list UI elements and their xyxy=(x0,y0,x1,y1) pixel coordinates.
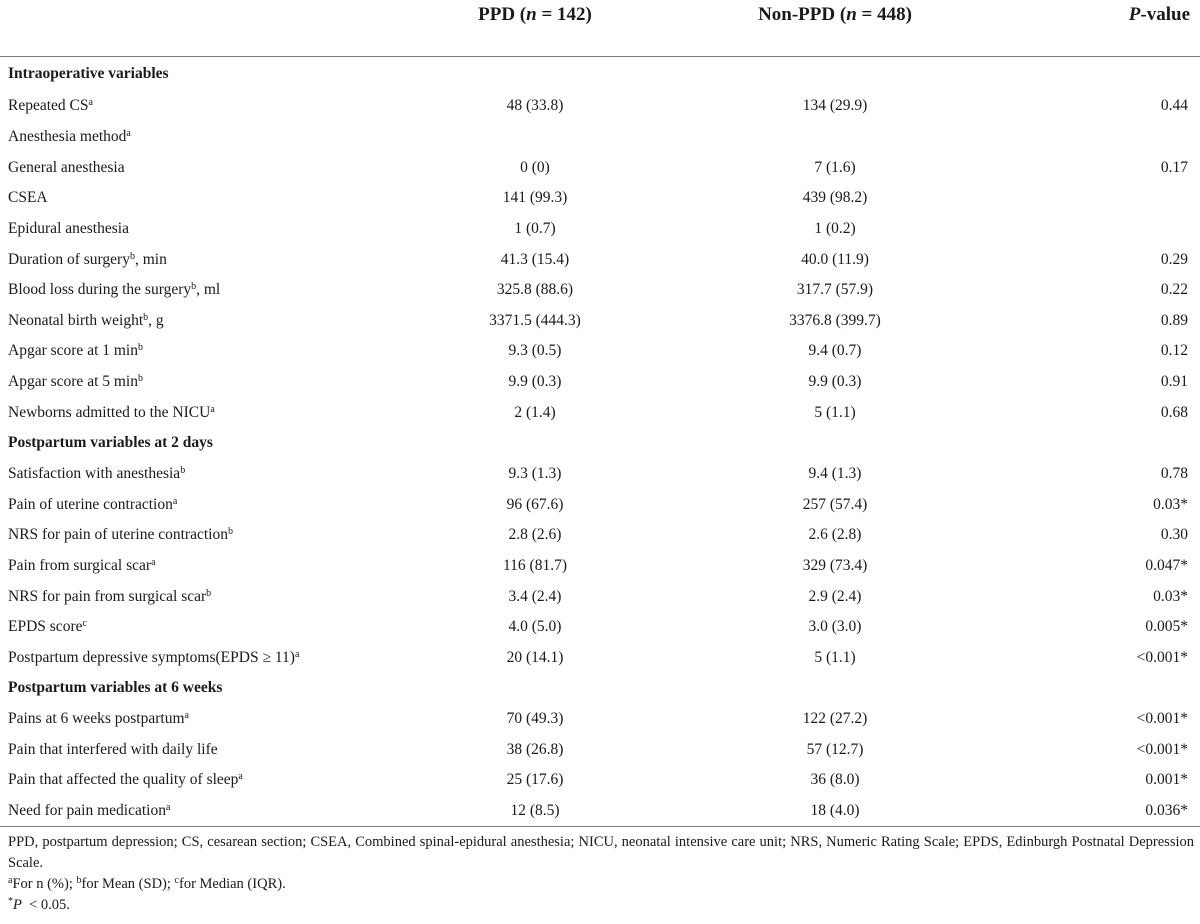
table-row xyxy=(0,336,1200,367)
cell-nonppd xyxy=(685,673,985,704)
cell-ppd: 116 (81.7) xyxy=(503,556,567,574)
cell-pvalue xyxy=(985,122,1200,153)
cell-pvalue: 0.91 xyxy=(1160,373,1188,391)
cell-nonppd: 122 (27.2) xyxy=(802,710,868,728)
footnote-significance: *P < 0.05. xyxy=(8,896,70,913)
row-label: EPDS score$^c$ xyxy=(8,618,87,636)
row-label: Apgar score at 1 $\min^b$ xyxy=(8,342,143,360)
row-label: Newborns admitted to the NICU$^a$ xyxy=(8,403,215,421)
header-pvalue: P-value xyxy=(985,0,1200,57)
cell-nonppd: 439 (98.2) xyxy=(802,189,868,207)
table-row xyxy=(0,244,1200,275)
row-label: Neonatal birth weight$^b$, g xyxy=(8,311,164,329)
cell-nonppd: 9.4 (1.3) xyxy=(808,465,862,482)
row-label: Pain that interfered with daily life xyxy=(8,740,218,758)
cell-ppd: 12 (8.5) xyxy=(385,796,685,827)
cell-pvalue: 0.047* xyxy=(1145,556,1188,574)
cell-ppd xyxy=(385,122,685,153)
cell-pvalue: 0.03* xyxy=(1153,587,1188,605)
row-label: Epidural anesthesia xyxy=(8,219,129,237)
cell-ppd xyxy=(385,57,685,92)
row-label: NRS for pain from surgical scar$^b$ xyxy=(8,587,212,605)
cell-pvalue xyxy=(985,428,1200,459)
table-row xyxy=(0,428,1200,459)
cell-ppd: 3.4 (2.4) xyxy=(508,587,562,605)
cell-ppd: 141 (99.3) xyxy=(502,189,568,207)
cell-nonppd: 57 (12.7) xyxy=(806,740,864,758)
cell-nonppd: 1 (0.2) xyxy=(814,219,856,237)
table-row xyxy=(0,152,1200,183)
section-heading: Postpartum variables at 6 weeks xyxy=(8,679,223,697)
cell-pvalue: 0.001* xyxy=(1145,771,1188,789)
cell-pvalue: <0.001* xyxy=(1136,648,1188,666)
cell-nonppd xyxy=(685,428,985,459)
cell-pvalue: 0.30 xyxy=(1160,526,1188,544)
cell-ppd: 9.3 (0.5) xyxy=(508,342,562,360)
footnote-legend: $^a$For n (%); $^b$for Mean (SD); $^c$for Median (IQR). xyxy=(8,875,286,892)
table-row xyxy=(0,796,1200,827)
cell-pvalue: <0.001* xyxy=(1136,710,1188,728)
cell-pvalue: 0.89 xyxy=(1160,311,1188,329)
footnote-abbreviations: PPD, postpartum depression; CS, cesarean section; CSEA, Combined spinal-epidural anesthesia; NICU, neonatal intensive care unit; NRS, Numeric Rating Scale; EPDS, Edinburgh Postnatal Depression Scale. xyxy=(8,834,1194,871)
cell-nonppd: 9.9 (0.3) xyxy=(808,373,862,391)
cell-pvalue: 0.03* xyxy=(1153,495,1188,513)
cell-pvalue: 0.68 xyxy=(1160,403,1188,421)
cell-ppd: 41.3 (15.4) xyxy=(500,250,570,268)
cell-nonppd: 18 (4.0) xyxy=(685,796,985,827)
cell-nonppd: 5 (1.1) xyxy=(814,403,856,421)
cell-pvalue xyxy=(985,214,1200,245)
row-label: General anesthesia xyxy=(8,158,125,176)
cell-pvalue: 0.005* xyxy=(1145,618,1188,636)
cell-pvalue: 0.12 xyxy=(1160,342,1188,360)
cell-ppd: 38 (26.8) xyxy=(506,740,564,758)
table-row xyxy=(0,183,1200,214)
row-label: Satisfaction with anesthesia$^b$ xyxy=(8,465,186,482)
cell-pvalue: 0.17 xyxy=(1160,158,1188,176)
row-label: CSEA xyxy=(8,189,48,207)
table-row xyxy=(0,489,1200,520)
row-label: Pain from surgical scar$^a$ xyxy=(8,556,156,574)
cell-nonppd: 36 (8.0) xyxy=(810,771,860,789)
section-heading: Postpartum variables at 2 days xyxy=(8,434,213,452)
cell-pvalue xyxy=(985,57,1200,92)
table-row xyxy=(0,397,1200,428)
table-row xyxy=(0,520,1200,551)
cell-pvalue: 0.44 xyxy=(1160,97,1188,115)
row-label: Postpartum depressive symptoms(EPDS ≥ 11)$^a$ xyxy=(8,648,300,666)
table-body xyxy=(0,57,1200,827)
cell-nonppd: 7 (1.6) xyxy=(814,158,856,176)
table-row xyxy=(0,275,1200,306)
cell-ppd: 2.8 (2.6) xyxy=(508,526,562,544)
cell-pvalue xyxy=(985,673,1200,704)
table-row xyxy=(0,214,1200,245)
cell-nonppd xyxy=(685,122,985,153)
table-row xyxy=(0,765,1200,796)
cell-nonppd: 134 (29.9) xyxy=(802,97,868,115)
cell-pvalue: 0.29 xyxy=(1160,250,1188,268)
footnotes xyxy=(8,832,1194,916)
cell-ppd: 325.8 (88.6) xyxy=(496,281,574,299)
cell-nonppd: 329 (73.4) xyxy=(802,556,868,574)
row-label: Apgar score at 5 $\min^b$ xyxy=(8,373,143,391)
cell-ppd: 3371.5 (444.3) xyxy=(489,311,581,329)
table-row xyxy=(0,734,1200,765)
cell-ppd: 96 (67.6) xyxy=(506,495,564,513)
cell-ppd xyxy=(385,428,685,459)
cell-nonppd: 3376.8 (399.7) xyxy=(789,311,881,329)
cell-ppd: 70 (49.3) xyxy=(506,710,564,728)
row-label: NRS for pain of uterine contraction$^b$ xyxy=(8,526,233,544)
table-row xyxy=(0,612,1200,643)
cell-nonppd: 317.7 (57.9) xyxy=(796,281,874,299)
header-ppd: PPD (n = 142) xyxy=(385,0,685,57)
header-variable xyxy=(0,0,385,57)
table-row xyxy=(0,459,1200,490)
cell-ppd: 1 (0.7) xyxy=(514,219,556,237)
section-heading: Intraoperative variables xyxy=(8,65,169,82)
cell-nonppd: 9.4 (0.7) xyxy=(808,342,862,360)
cell-ppd: 9.9 (0.3) xyxy=(508,373,562,391)
row-label: Pain of uterine contraction$^a$ xyxy=(8,495,178,513)
table-row xyxy=(0,57,1200,92)
cell-nonppd: 2.9 (2.4) xyxy=(808,587,862,605)
cell-ppd xyxy=(385,673,685,704)
cell-pvalue: 0.036* xyxy=(985,796,1200,827)
header-nonppd: Non-PPD (n = 448) xyxy=(685,0,985,57)
cell-pvalue: 0.22 xyxy=(1160,281,1188,299)
row-label: Anesthesia method$^a$ xyxy=(8,127,131,145)
cell-ppd: 48 (33.8) xyxy=(506,97,564,115)
table-row xyxy=(0,643,1200,674)
cell-nonppd: 5 (1.1) xyxy=(814,648,856,666)
cell-ppd: 2 (1.4) xyxy=(514,403,556,421)
cell-ppd: 25 (17.6) xyxy=(506,771,564,789)
table-row xyxy=(0,305,1200,336)
table-row xyxy=(0,91,1200,122)
row-label: Repeated $CS^a$ xyxy=(8,97,93,115)
table-row xyxy=(0,581,1200,612)
row-label: Pains at 6 weeks postpartum$^a$ xyxy=(8,710,189,728)
cell-ppd: 20 (14.1) xyxy=(506,648,564,666)
cell-nonppd xyxy=(685,57,985,92)
cell-nonppd: 257 (57.4) xyxy=(802,495,868,513)
cell-nonppd: 2.6 (2.8) xyxy=(808,526,862,544)
cell-pvalue: 0.78 xyxy=(1160,465,1188,482)
header-row xyxy=(0,0,1200,57)
cell-ppd: 0 (0) xyxy=(520,158,550,176)
row-label: Pain that affected the quality of sleep$^a$ xyxy=(8,771,243,789)
table-row xyxy=(0,704,1200,735)
cell-ppd: 9.3 (1.3) xyxy=(508,465,562,482)
cell-nonppd: 3.0 (3.0) xyxy=(808,618,862,636)
cell-pvalue: <0.001* xyxy=(1136,740,1188,758)
cell-ppd: 4.0 (5.0) xyxy=(508,618,562,636)
row-label: Need for pain medication$^a$ xyxy=(0,796,385,827)
table-row xyxy=(0,673,1200,704)
row-label: Blood loss during the surgery$^b$, ml xyxy=(8,281,221,299)
table-row xyxy=(0,367,1200,398)
row-label: Duration of surgery$^b$, min xyxy=(8,250,167,268)
cell-nonppd: 40.0 (11.9) xyxy=(801,250,869,268)
cell-pvalue xyxy=(985,183,1200,214)
table-row xyxy=(0,122,1200,153)
table-row xyxy=(0,551,1200,582)
